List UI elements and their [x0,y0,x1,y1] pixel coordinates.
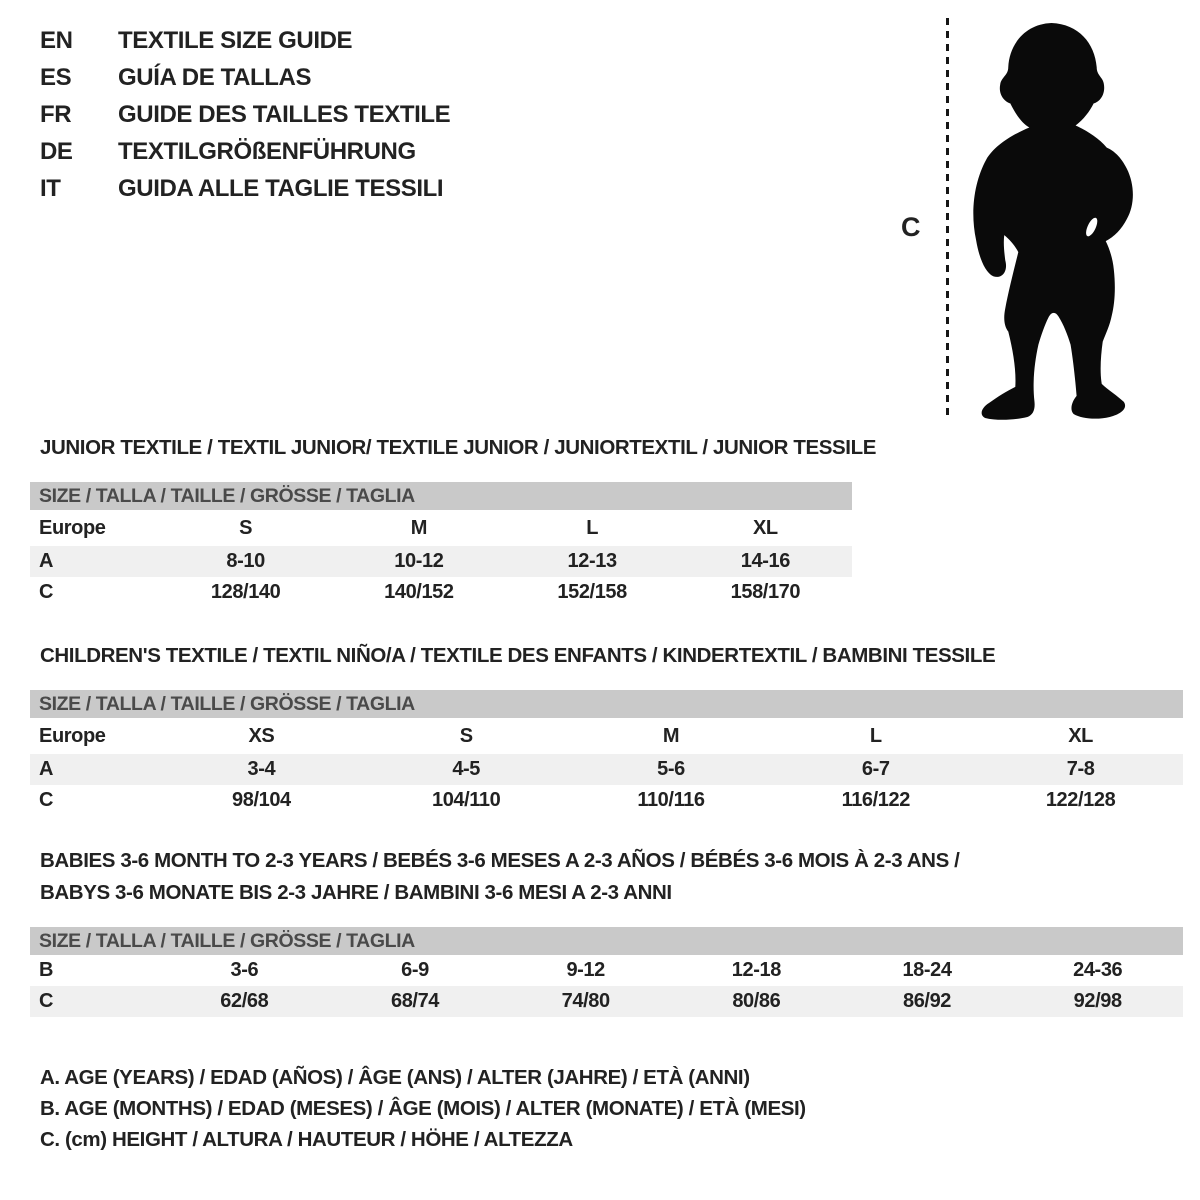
language-code: IT [40,175,61,202]
size-column-header: XL [1068,725,1093,747]
size-column-header: M [410,517,427,539]
row-label: A [39,758,54,780]
language-row [40,133,450,170]
language-code: FR [40,101,72,128]
table-cell: 98/104 [232,789,291,811]
language-title: GUIDE DES TAILLES TEXTILE [118,101,451,128]
table-row [30,785,1183,816]
table-row [30,546,852,577]
size-column-header: L [869,725,882,747]
language-title: TEXTILE SIZE GUIDE [118,27,353,54]
table-cell: 110/116 [637,789,705,811]
toddler-silhouette-image [962,20,1150,420]
row-label: C [39,990,54,1012]
table-header-row [30,510,852,546]
language-title: GUIDA ALLE TAGLIE TESSILI [118,175,444,202]
section-title: CHILDREN'S TEXTILE / TEXTIL NIÑO/A / TEXTILE DES ENFANTS / KINDERTEXTIL / BAMBINI TESSILE [40,644,996,667]
table-cell: 3-6 [230,959,259,981]
table-cell: 10-12 [394,550,444,572]
size-header-bar: SIZE / TALLA / TAILLE / GRÖSSE / TAGLIA [30,690,1183,718]
table-cell: 92/98 [1073,990,1122,1012]
size-column-header: S [239,517,253,539]
table-cell: 14-16 [740,550,790,572]
language-list [40,22,450,207]
language-title: TEXTILGRÖßENFÜHRUNG [118,138,416,165]
size-column-header: L [586,517,599,539]
row-label: A [39,550,54,572]
table-cell: 104/110 [431,789,501,811]
height-measure-dashed-line [946,18,949,416]
table-cell: 9-12 [566,959,605,981]
table-row [30,754,1183,785]
table-cell: 12-13 [567,550,617,572]
table-row [30,577,852,608]
language-row [40,59,450,96]
legend-line-b: B. AGE (MONTHS) / EDAD (MESES) / ÂGE (MOIS) / ALTER (MONATE) / ETÀ (MESI) [40,1097,806,1120]
section-title: BABYS 3-6 MONATE BIS 2-3 JAHRE / BAMBINI 3-6 MESI A 2-3 ANNI [40,881,672,904]
row-label: B [39,959,54,981]
table-cell: 152/158 [557,581,627,603]
table-cell: 24-36 [1073,959,1123,981]
table-cell: 74/80 [561,990,610,1012]
table-cell: 7-8 [1066,758,1095,780]
table-row [30,986,1183,1017]
table-cell: 6-7 [861,758,890,780]
section-title: BABIES 3-6 MONTH TO 2-3 YEARS / BEBÉS 3-6 MESES A 2-3 AÑOS / BÉBÉS 3-6 MOIS À 2-3 ANS / [40,849,960,872]
size-header-bar: SIZE / TALLA / TAILLE / GRÖSSE / TAGLIA [30,927,1183,955]
table-cell: 158/170 [730,581,801,603]
table-cell: 4-5 [452,758,481,780]
language-code: ES [40,64,72,91]
height-measure-label: C [901,212,921,242]
table-cell: 8-10 [226,550,265,572]
table-cell: 12-18 [731,959,781,981]
section-title-block [30,432,876,464]
language-row [40,170,450,207]
childrens-textile-section [30,640,1183,816]
section-title: JUNIOR TEXTILE / TEXTIL JUNIOR/ TEXTILE JUNIOR / JUNIORTEXTIL / JUNIOR TESSILE [40,436,876,459]
region-label: Europe [39,517,106,539]
table-cell: 5-6 [657,758,685,780]
language-row [40,22,450,59]
table-cell: 80/86 [732,990,781,1012]
table-header-row [30,718,1183,754]
size-column-header: M [662,725,680,747]
table-cell: 140/152 [384,581,454,603]
language-code: EN [40,27,73,54]
table-cell: 122/128 [1045,789,1116,811]
table-cell: 62/68 [220,990,269,1012]
table-cell: 128/140 [210,581,281,603]
region-label: Europe [39,725,106,747]
table-cell: 68/74 [390,990,440,1012]
table-cell: 6-9 [401,959,429,981]
row-label: C [39,581,54,603]
junior-textile-section [30,432,876,608]
language-row [40,96,450,133]
legend-line-c: C. (cm) HEIGHT / ALTURA / HAUTEUR / HÖHE / ALTEZZA [40,1128,573,1151]
size-column-header: S [459,725,473,747]
language-title: GUÍA DE TALLAS [118,64,312,91]
table-cell: 18-24 [902,959,952,981]
table-cell: 3-4 [247,758,276,780]
table-row [30,955,1183,986]
babies-textile-section [30,845,1183,1017]
table-cell: 86/92 [902,990,952,1012]
legend-line-a: A. AGE (YEARS) / EDAD (AÑOS) / ÂGE (ANS) / ALTER (JAHRE) / ETÀ (ANNI) [40,1066,750,1089]
language-code: DE [40,138,73,165]
size-column-header: XL [752,517,778,539]
row-label: C [39,789,54,811]
size-column-header: XS [248,725,275,747]
section-title-block [30,640,1183,672]
table-cell: 116/122 [841,789,910,811]
size-header-bar: SIZE / TALLA / TAILLE / GRÖSSE / TAGLIA [30,482,852,510]
section-title-block [30,845,1183,909]
measurement-legend [40,1062,806,1155]
